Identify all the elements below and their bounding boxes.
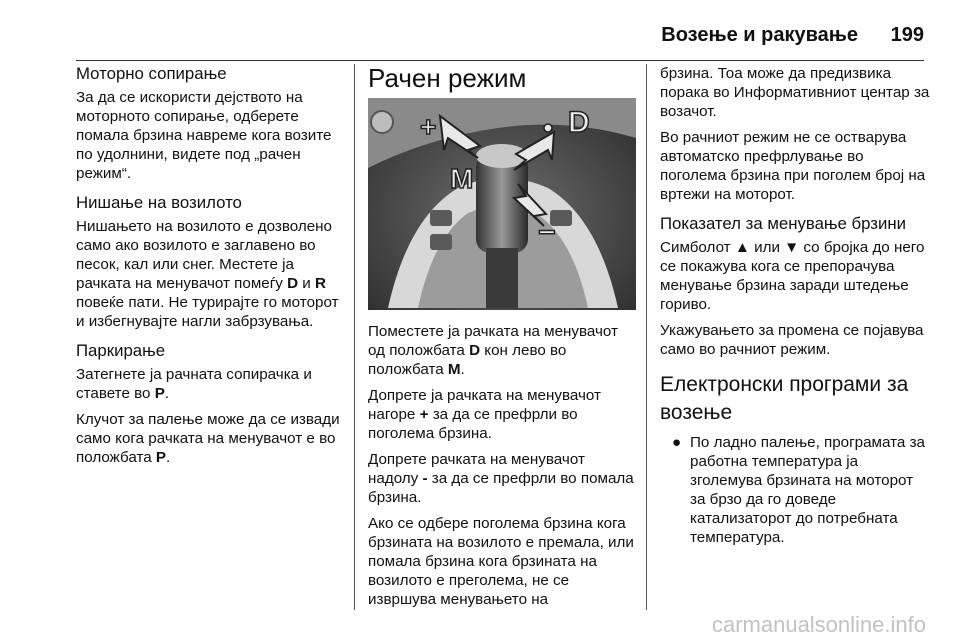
text-span: Клучот за палење може да се извади само кога рачката на менувачот е во положбата [76,411,340,466]
text-span: . [164,385,170,402]
paragraph-move-lever [368,322,636,379]
heading-shift-indicator: Показател за менување брзини [660,214,907,233]
gear-p-label: P [155,449,167,466]
bullet-icon: ● [672,434,682,451]
text-span: Поместете ја рачката на менувачот од положбата [368,323,618,359]
text-span: за да се префрли во помала брзина. [368,470,634,506]
gear-d-label: D [287,275,299,292]
column-divider-2 [646,64,647,610]
label-d: D [568,106,590,139]
heading-engine-braking: Моторно сопирање [76,64,227,83]
paragraph-driver-info: брзина. Тоа може да предизвика порака во Информативниот центар за возачот. [660,65,930,120]
label-minus: − [538,216,556,249]
heading-electronic-programs: Електронски програми за возење [660,373,909,424]
heading-parking: Паркирање [76,341,166,360]
text-span: . [166,449,171,466]
gear-p-label: P [154,385,165,402]
watermark: carmanualsonline.info [711,612,926,637]
text-span: кон лево во положбата [368,342,567,378]
text-span: Затегнете ја рачната сопирачка и ставете во [76,366,312,402]
column-3 [660,64,930,547]
plus-label: + [419,406,429,423]
paragraph-parking-2 [76,410,342,467]
label-plus: + [420,111,437,142]
paragraph-engine-braking: За да се искористи дејството на моторното сопирање, одберете помала брзина навреме кога возите по удолнини, видете под „рачен режим“. [76,89,332,182]
column-1 [76,64,342,474]
gear-m-label: M [447,361,461,378]
minus-label: - [422,470,428,487]
paragraph-no-auto-upshift: Во рачниот режим не се остварува автоматско префрлување во поголема брзина при поголем број на вртежи на моторот. [660,129,926,203]
paragraph-indicator-manual: Укажувањето за промена се појавува само во рачниот режим. [660,322,924,358]
gear-r-label: R [314,275,326,292]
text-span: . [460,361,465,378]
list-item-text: По ладно палење, програмата за работна температура ја зголемува брзината на моторот за брзо да го доведе катализаторот до потребната температура. [690,434,925,546]
paragraph-parking-1 [76,365,342,403]
section-title-manual-mode: Рачен режим [368,63,527,93]
page-number: 199 [890,24,924,46]
text-span: Допрете ја рачката на менувачот нагоре [368,387,601,423]
gear-d-label: D [469,342,481,359]
label-m: M [450,163,474,194]
text-span: повеќе пати. Не турирајте го моторот и избегнувајте нагли забрзувања. [76,294,339,330]
paragraph-upshift [368,386,636,443]
column-2 [368,64,636,616]
paragraph-shift-symbol: Симболот ▲ или ▼ со бројка до него се покажува кога се препорачува менување брзина заради штедење гориво. [660,239,925,313]
text-span: за да се префрли во поголема брзина. [368,406,578,442]
paragraph-rocking-vehicle [76,217,342,331]
paragraph-downshift [368,450,636,507]
header-rule [76,60,924,61]
text-span: и [298,275,315,292]
list-item [662,433,930,547]
bullet-list [662,433,930,547]
text-span: Допрете рачката на менувачот надолу [368,451,585,487]
gear-lever-photo-icon [368,98,636,310]
header-title: Возење и ракување [661,24,858,46]
paragraph-shift-rejected: Ако се одбере поголема брзина кога брзината на возилото е премала, или помала брзина кога брзината на возилото е преголема, не се извршува менувањето на [368,515,634,608]
column-divider-1 [354,64,355,610]
heading-rocking-vehicle: Нишање на возилото [76,193,242,212]
text-span: Нишањето на возилото е дозволено само ако возилото е заглавено во песок, кал или снег. Местете ја рачката на менувачот помеѓу [76,218,333,292]
